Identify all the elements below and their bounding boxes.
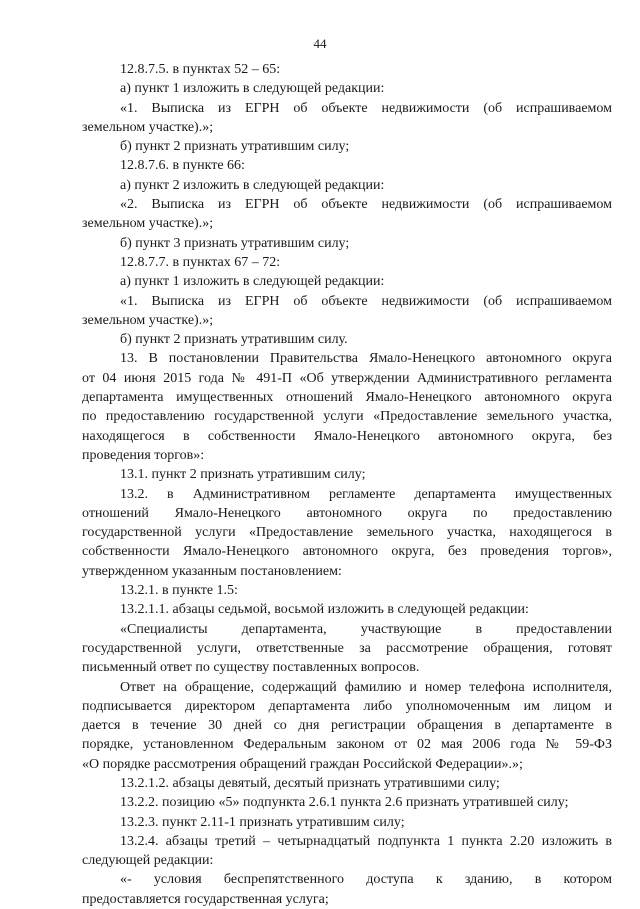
text-line: 13. В постановлении Правительства Ямало-Ненецкого автономного округа	[120, 351, 612, 367]
text-line: 13.2.1. в пункте 1.5:	[120, 583, 238, 599]
text-line: 13.2.2. позицию «5» подпункта 2.6.1 пункта 2.6 признать утратившей силу;	[120, 795, 569, 811]
text-line: 13.1. пункт 2 признать утратившим силу;	[120, 467, 366, 483]
text-line: проведения торгов»:	[82, 447, 205, 463]
text-line: «Специалисты департамента, участвующие в предоставлении	[120, 621, 612, 637]
text-line: от 04 июня 2015 года № 491-П «Об утверждении Административного регламента	[82, 370, 612, 386]
text-line: 13.2.1.2. абзацы девятый, десятый признать утратившими силу;	[120, 775, 500, 791]
text-line: б) пункт 3 признать утратившим силу;	[120, 235, 350, 251]
text-line: земельном участке).»;	[82, 216, 214, 232]
text-line: 13.2.4. абзацы третий – четырнадцатый подпункта 1 пункта 2.20 изложить в	[120, 833, 612, 849]
text-line: «- условия беспрепятственного доступа к зданию, в котором	[120, 872, 612, 888]
text-line: а) пункт 1 изложить в следующей редакции:	[120, 81, 385, 97]
text-line: порядке, установленном Федеральным законом от 02 мая 2006 года № 59-ФЗ	[82, 737, 612, 753]
text-line: собственности Ямало-Ненецкого автономного округа, без проведения торгов»,	[82, 544, 612, 560]
text-line: департамента имущественных отношений Ямало-Ненецкого автономного округа	[82, 390, 612, 406]
text-line: 12.8.7.5. в пунктах 52 – 65:	[120, 62, 281, 77]
page-number: 44	[313, 36, 327, 51]
text-line: утвержденном указанным постановлением:	[82, 563, 342, 579]
text-line: а) пункт 1 изложить в следующей редакции:	[120, 274, 385, 290]
text-line: подписывается директором департамента либо уполномоченным им лицом и	[82, 698, 612, 714]
text-line: «1. Выписка из ЕГРН об объекте недвижимости (об испрашиваемом	[120, 100, 612, 116]
text-line: письменный ответ по существу поставленных вопросов.	[82, 660, 420, 676]
text-line: «О порядке рассмотрения обращений граждан Российской Федерации».»;	[82, 756, 523, 772]
text-line: дается в течение 30 дней со дня регистрации обращения в департаменте в	[82, 718, 612, 734]
text-line: земельном участке).»;	[82, 312, 214, 328]
text-line: б) пункт 2 признать утратившим силу.	[120, 332, 348, 348]
text-line: предоставляется государственная услуга;	[82, 891, 329, 907]
text-line: Ответ на обращение, содержащий фамилию и номер телефона исполнителя,	[120, 679, 612, 695]
text-line: 13.2.3. пункт 2.11-1 признать утратившим силу;	[120, 814, 405, 830]
text-line: 13.2. в Административном регламенте департамента имущественных	[120, 486, 612, 502]
text-line: «2. Выписка из ЕГРН об объекте недвижимости (об испрашиваемом	[120, 197, 612, 213]
text-line: 12.8.7.6. в пункте 66:	[120, 158, 245, 174]
text-line: б) пункт 2 признать утратившим силу;	[120, 139, 350, 155]
text-line: находящегося в собственности Ямало-Ненецкого автономного округа, без	[82, 428, 612, 444]
text-line: государственной услуги «Предоставление земельного участка, находящегося в	[82, 525, 612, 541]
text-line: 12.8.7.7. в пунктах 67 – 72:	[120, 254, 281, 270]
text-line: земельном участке).»;	[82, 119, 214, 135]
text-line: а) пункт 2 изложить в следующей редакции:	[120, 177, 385, 193]
text-line: следующей редакции:	[82, 853, 214, 869]
text-line: 13.2.1.1. абзацы седьмой, восьмой изложить в следующей редакции:	[120, 602, 529, 618]
document-body	[82, 60, 612, 909]
text-line: государственной услуги, ответственные за рассмотрение обращения, готовят	[82, 640, 612, 656]
text-line: «1. Выписка из ЕГРН об объекте недвижимости (об испрашиваемом	[120, 293, 612, 309]
text-line: отношений Ямало-Ненецкого автономного округа по предоставлению	[82, 505, 612, 521]
text-line: по предоставлению государственной услуги «Предоставление земельного участка,	[82, 409, 612, 425]
